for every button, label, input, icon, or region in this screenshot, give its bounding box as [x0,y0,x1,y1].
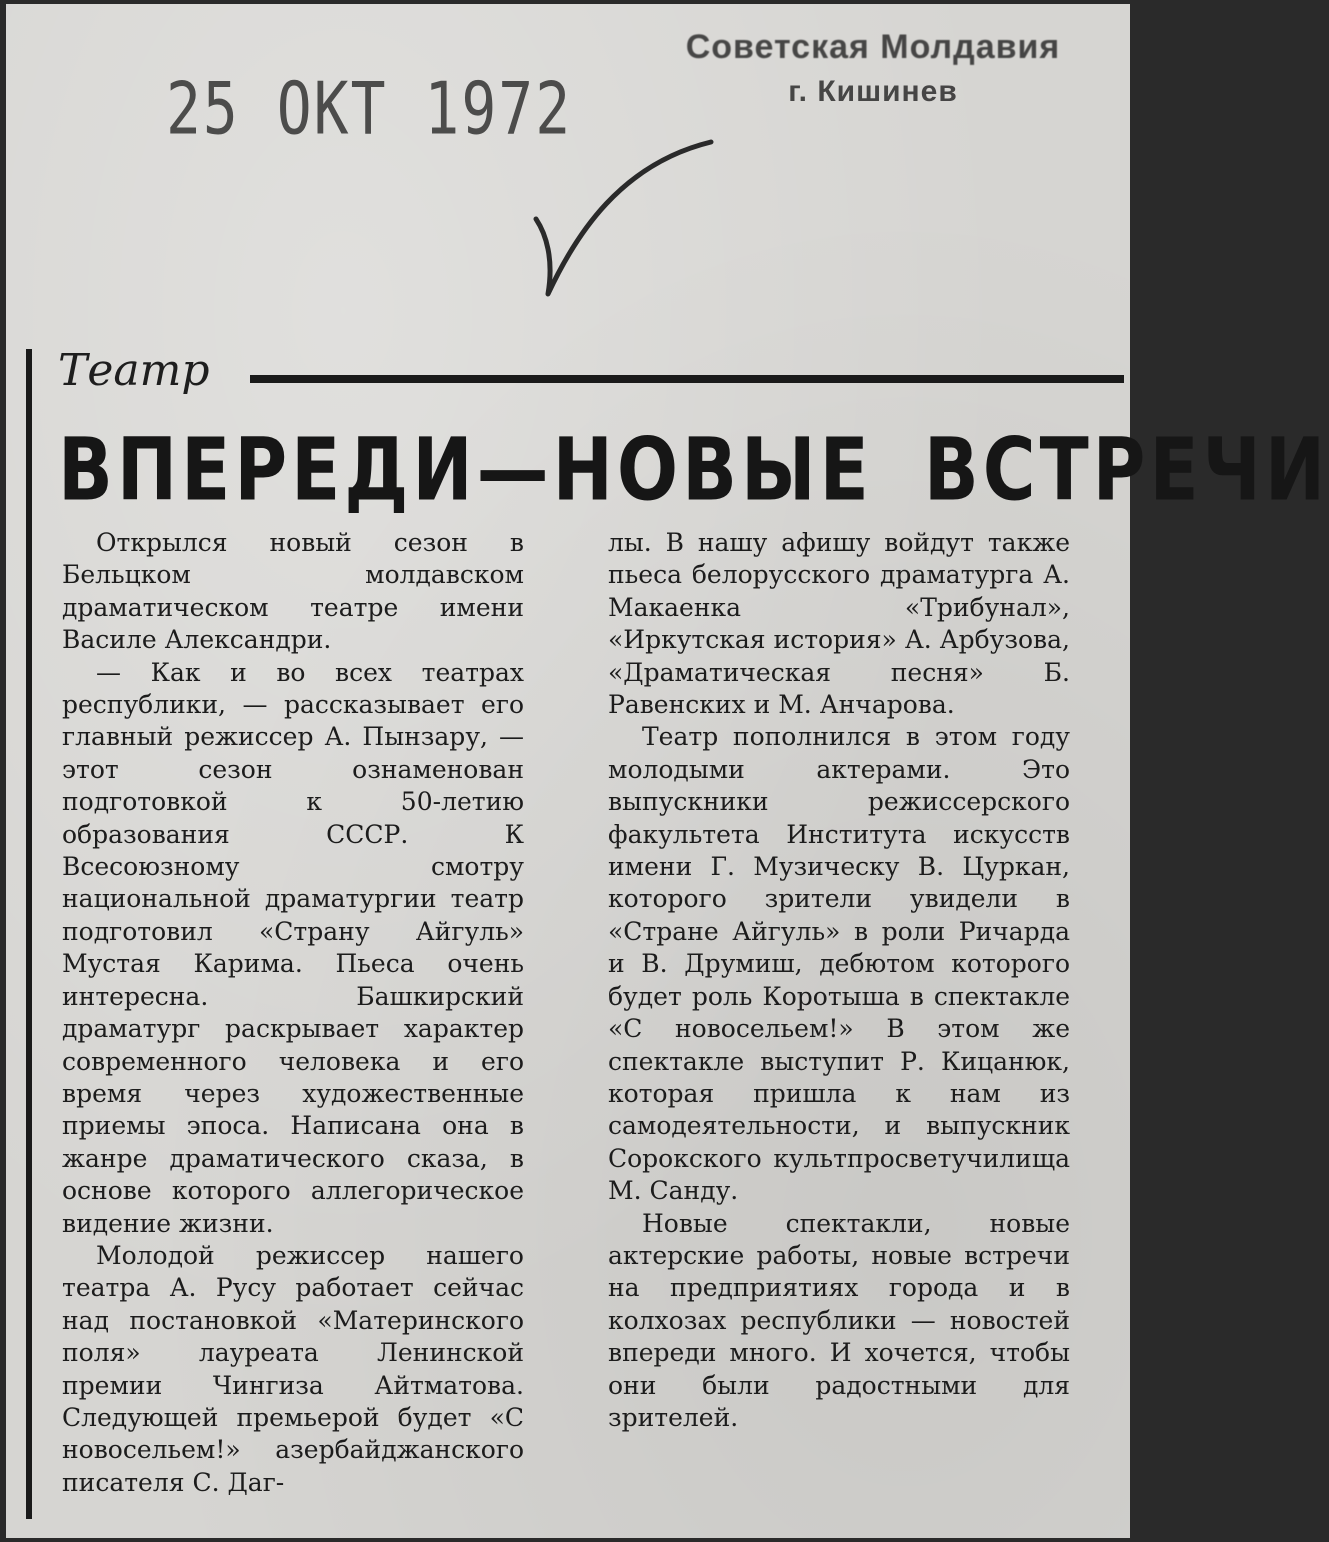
rubric-row [52,345,1112,409]
paragraph: Молодой режиссер нашего театра А. Русу работает сейчас над постановкой «Материнского поля» лауреата Ленинской премии Чингиза Айтматова. Следующей премьерой будет «С новосельем!» азербайджанского писателя С. Даг- [62,1240,524,1497]
rubric-rule [250,375,1124,383]
paragraph-continuation: лы. В нашу афишу войдут также пьеса белорусского драматурга А. Макаенка «Трибунал», «Иркутская история» А. Арбузова, «Драматическая песня» Б. Равенских и М. Анчарова. [608,528,1070,720]
newspaper-name: Советская Молдавия [685,28,1061,66]
paragraph: — Как и во всех театрах республики, — рассказывает его главный режиссер А. Пынзару, — этот сезон ознаменован подготовкой к 50-летию образования СССР. К Всесоюзному смотру национальной драматургии театр подготовил «Страну Айгуль» Мустая Карима. Пьеса очень интересна. Башкирский драматург раскрывает характер современного человека и его время через художественные приемы эпоса. Написана она в жанре драматического сказа, в основе которого аллегорическое видение жизни. [62,657,524,1238]
column-right [608,527,1070,1434]
paragraph: Новые спектакли, новые актерские работы, новые встречи на предприятиях города и в колхозах республики — новостей впереди много. И хочется, чтобы они были радостными для зрителей. [608,1208,1070,1432]
article [26,345,1329,1519]
date-stamp: 25 ОКТ 1972 [166,66,573,151]
paragraph: Открылся новый сезон в Бельцком молдавском драматическом театре имени Василе Александри. [62,528,524,655]
column-left [62,527,524,1499]
paragraph: Театр пополнился в этом году молодыми актерами. Это выпускники режиссерского факультета Института искусств имени Г. Музическу В. Цуркан, которого зрители увидели в «Стране Айгуль» в роли Ричарда и В. Друмиш, дебютом которого будет роль Коротыша в спектакле «С новосельем!» В этом же спектакле выступит Р. Кицанюк, которая пришла к нам из самодеятельности, и выпускник Сорокского культпросветучилища М. Санду. [608,722,1070,1206]
city-name: г. Кишинев [788,75,958,108]
headline: ВПЕРЕДИ—НОВЫЕ ВСТРЕЧИ [58,419,1329,520]
newspaper-clipping [6,4,1329,1538]
source-stamp [638,28,1108,109]
rubric-label: Театр [58,345,210,396]
checkmark-icon [526,124,726,304]
